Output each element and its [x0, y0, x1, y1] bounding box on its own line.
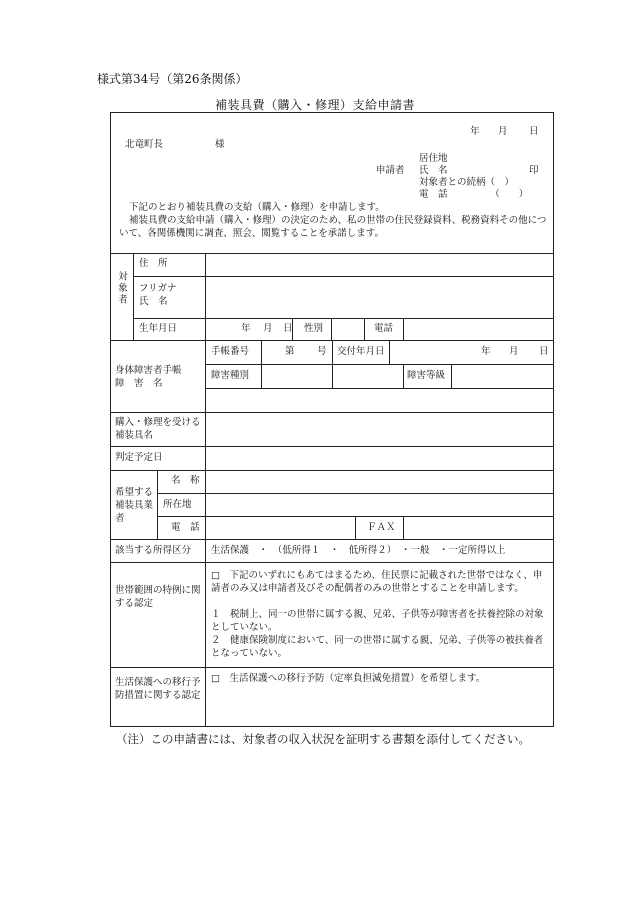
household-condition-1: １ 税制上、同一の世帯に属する親、兄弟、子供等が障害者を扶養控除の対象としていない。: [211, 609, 544, 633]
application-form: [110, 112, 554, 727]
honorific: 様: [215, 139, 225, 150]
subject-address-label: 住 所: [139, 258, 168, 269]
disability-name-label: 障 害 名: [115, 378, 163, 389]
issue-day-label: 日: [539, 346, 549, 357]
seal-mark: 印: [529, 165, 539, 176]
vendor-location-label: 所在地: [163, 499, 192, 510]
income-category-options: 生活保護 ・ （低所得１ ・ 低所得２） ・一般 ・一定所得以上: [211, 545, 506, 556]
sex-label: 性別: [304, 323, 324, 334]
subject-name-label: 氏 名: [139, 296, 168, 307]
device-name-label: 購入・修理を受ける補装具名: [115, 417, 201, 441]
judgment-date-label: 判定予定日: [115, 452, 163, 463]
applicant-phone-label: 電 話 （ ）: [419, 189, 529, 200]
date-month-label: 月: [498, 126, 508, 137]
vendor-name-label: 名 称: [171, 475, 200, 486]
addressee: 北竜町長: [125, 139, 164, 150]
household-scope-label: 世帯範囲の特例に関する認定: [115, 585, 201, 609]
application-statement: 下記のとおり補装具費の支給（購入・修理）を申請します。: [129, 202, 385, 213]
income-category-label: 該当する所得区分: [115, 545, 192, 556]
vendor-phone-label: 電 話: [171, 522, 200, 533]
welfare-prevention-label: 生活保護への移行予防措置に関する認定: [115, 677, 201, 701]
form-id: 様式第34号（第26条関係）: [97, 72, 248, 86]
subject-section-label: 対象者: [116, 271, 127, 306]
issue-month-label: 月: [509, 346, 519, 357]
furigana-label: フリガナ: [139, 283, 177, 294]
residence-label: 居住地: [419, 153, 448, 164]
issue-date-label: 交付年月日: [337, 346, 385, 357]
applicant-name-label: 氏 名: [419, 165, 448, 176]
handbook-number-prefix: 第: [285, 346, 295, 357]
subject-phone-label: 電話: [374, 323, 394, 334]
handbook-label: 身体障害者手帳: [115, 365, 182, 376]
birth-date-label: 生年月日: [139, 323, 178, 334]
date-day-label: 日: [529, 126, 539, 137]
consent-paragraph: [119, 201, 547, 240]
footnote: （注）この申請書には、対象者の収入状況を証明する書類を添付してください。: [116, 732, 530, 746]
birth-year-label: 年: [241, 323, 251, 334]
vendor-fax-label: ＦＡＸ: [367, 522, 396, 533]
birth-day-label: 日: [283, 323, 293, 334]
applicant-label: 申請者: [376, 165, 405, 176]
welfare-prevention-statement: □ 生活保護への移行予防（定率負担減免措置）を希望します。: [211, 673, 486, 684]
handbook-number-suffix: 号: [317, 346, 327, 357]
date-year-label: 年: [470, 126, 480, 137]
household-scope-statement: □ 下記のいずれにもあてはまるため、住民票に記載された世帯ではなく、申請者のみ又は申請者及びその配偶者のみの世帯とすることを申請します。: [211, 570, 543, 594]
handbook-number-label: 手帳番号: [211, 346, 250, 357]
relation-label: 対象者との続柄（ ）: [419, 177, 515, 188]
birth-month-label: 月: [263, 323, 273, 334]
household-condition-2: ２ 健康保険制度において、同一の世帯に属する親、兄弟、子供等の被扶養者となっていない。: [211, 635, 544, 659]
document-title: 補装具費（購入・修理）支給申請書: [214, 98, 415, 112]
issue-year-label: 年: [481, 346, 491, 357]
vendor-section-label: 希望する補装具業者: [115, 487, 154, 524]
consent-statement: 補装具費の支給申請（購入・修理）の決定のため、私の世帯の住民登録資料、税務資料その他について、各関係機関に調査、照会、閲覧することを承諾します。: [119, 215, 547, 239]
disability-grade-label: 障害等級: [407, 370, 446, 381]
disability-type-label: 障害種別: [211, 370, 250, 381]
